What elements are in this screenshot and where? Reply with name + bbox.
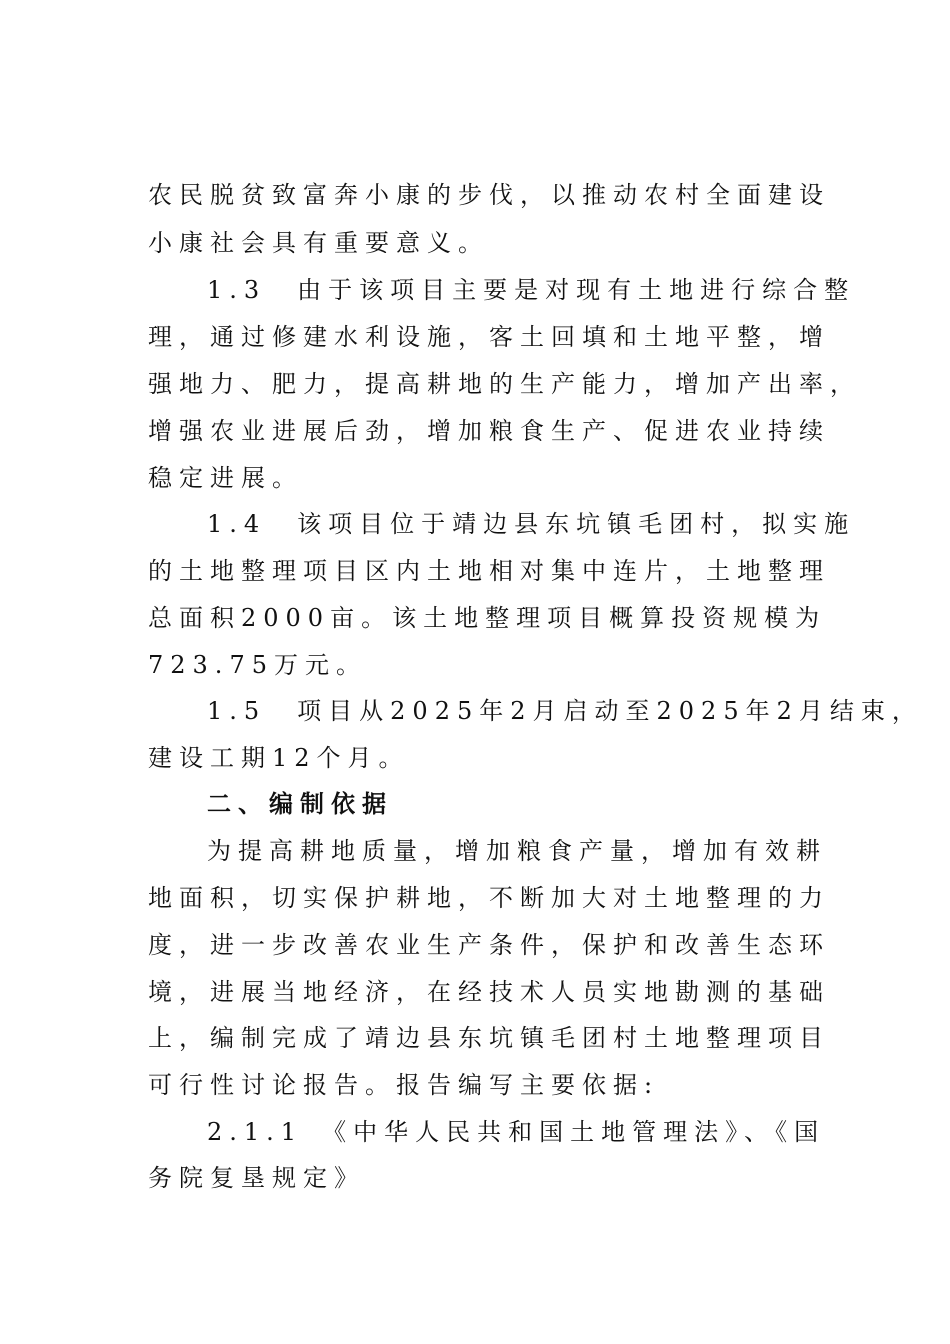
paragraph-line: 务院复垦规定》	[148, 1164, 365, 1192]
paragraph-line: 理，通过修建水利设施，客土回填和土地平整，增	[148, 323, 830, 351]
paragraph-line: 上，编制完成了靖边县东坑镇毛团村土地整理项目	[148, 1024, 830, 1052]
paragraph-line: 的土地整理项目区内土地相对集中连片，土地整理	[148, 557, 830, 585]
section-1-4-first-line: 1.4 该项目位于靖边县东坑镇毛团村，拟实施	[207, 510, 856, 538]
paragraph-line: 境，进展当地经济，在经技术人员实地勘测的基础	[148, 978, 830, 1006]
paragraph-line: 农民脱贫致富奔小康的步伐，以推动农村全面建设	[148, 181, 830, 209]
section-2-1-1-first-line: 2.1.1 《中华人民共和国土地管理法》、《国	[207, 1118, 826, 1146]
paragraph-line: 强地力、肥力，提高耕地的生产能力，增加产出率，	[148, 370, 861, 398]
paragraph-line: 建设工期12个月。	[148, 744, 410, 772]
paragraph-first-line: 为提高耕地质量，增加粮食产量，增加有效耕	[207, 837, 827, 865]
paragraph-line: 度，进一步改善农业生产条件，保护和改善生态环	[148, 931, 830, 959]
paragraph-line: 稳定进展。	[148, 464, 303, 492]
section-1-5-first-line: 1.5 项目从2025年2月启动至2025年2月结束，	[207, 697, 923, 725]
paragraph-line: 总面积2000亩。该土地整理项目概算投资规模为	[148, 604, 827, 632]
paragraph-line: 723.75万元。	[148, 651, 367, 679]
paragraph-line: 地面积，切实保护耕地，不断加大对土地整理的力	[148, 884, 830, 912]
section-heading: 二、编制依据	[207, 789, 393, 818]
paragraph-line: 小康社会具有重要意义。	[148, 229, 489, 257]
paragraph-line: 可行性讨论报告。报告编写主要依据:	[148, 1071, 660, 1099]
paragraph-line: 增强农业进展后劲，增加粮食生产、促进农业持续	[148, 417, 830, 445]
section-1-3-first-line: 1.3 由于该项目主要是对现有土地进行综合整	[207, 276, 856, 304]
